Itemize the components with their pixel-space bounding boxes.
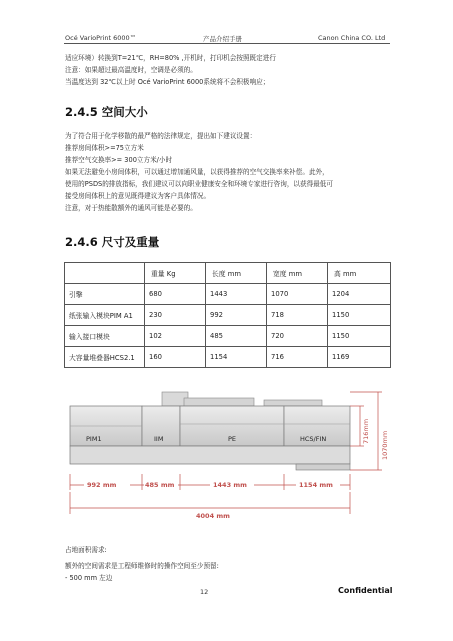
table-header-row	[65, 263, 391, 284]
table-header-cell: 长度 mm	[206, 263, 267, 284]
dim-length-iim: 485 mm	[145, 481, 175, 489]
floor-line-1: 额外的空间需求是工程师维修时的操作空间至少预留:	[65, 562, 219, 570]
page-number: 12	[200, 588, 209, 596]
stacker-top	[264, 400, 322, 406]
space-line-4: 如果无法避免小房间体积，可以通过增加通风量，以获得推荐的空气交换率来补偿。此外，	[65, 168, 329, 176]
machine-layout-diagram	[64, 388, 392, 538]
module-weight: 160	[145, 347, 206, 368]
module-height: 1169	[328, 347, 391, 368]
machine-base	[70, 446, 350, 464]
module-label-hcs: HCS/FIN	[300, 435, 327, 443]
header-company: Canon China CO. Ltd	[318, 34, 386, 42]
confidential-label: Confidential	[338, 586, 393, 595]
module-height: 1150	[328, 326, 391, 347]
space-line-6: 接受房间体积上的意见既得建议为客户具体情况。	[65, 192, 211, 200]
module-name: 输入接口模块	[65, 326, 145, 347]
module-length: 992	[206, 305, 267, 326]
space-line-2: 推荐房间体积>=75立方米	[65, 144, 144, 152]
table-header-cell: 高 mm	[328, 263, 391, 284]
section-heading-space: 2.4.5 空间大小	[65, 105, 148, 119]
table-header-cell	[65, 263, 145, 284]
floor-line-2: - 500 mm 左边	[65, 574, 113, 582]
module-width: 716	[267, 347, 328, 368]
section-heading-dimensions: 2.4.6 尺寸及重量	[65, 235, 160, 249]
dimensions-table	[64, 262, 391, 368]
module-width: 720	[267, 326, 328, 347]
dim-length-pim: 992 mm	[87, 481, 117, 489]
space-line-7: 注意，对于热能散额外的通风可能是必要的。	[65, 204, 197, 212]
header-rule	[64, 43, 390, 44]
space-line-3: 推荐空气交换率>= 300立方米/小时	[65, 156, 173, 164]
space-line-1: 为了符合用于化学移散的最严格的法律规定，提出如下建议设置：	[65, 132, 257, 140]
dim-total-length: 4004 mm	[196, 512, 230, 520]
module-height: 1204	[328, 284, 391, 305]
module-width: 1070	[267, 284, 328, 305]
header-product-name: Océ VarioPrint 6000™	[65, 34, 137, 42]
header-doc-title: 产品介绍手册	[203, 35, 242, 43]
module-weight: 230	[145, 305, 206, 326]
stacker-foot	[296, 464, 350, 470]
table-row	[65, 284, 391, 305]
space-line-5: 使用的PSDS的排放指标，我们建议可以向职业健康安全和环境专家进行咨询，以获得最低可	[65, 180, 333, 188]
dim-width-716: 716mm	[362, 418, 370, 444]
module-length: 1154	[206, 347, 267, 368]
module-length: 485	[206, 326, 267, 347]
dim-length-engine: 1443 mm	[213, 481, 247, 489]
intro-line-2: 注意：如果超过最高温度时，空调是必须的。	[65, 66, 197, 74]
table-header-cell: 重量 Kg	[145, 263, 206, 284]
module-weight: 102	[145, 326, 206, 347]
dim-width-1070: 1070mm	[381, 430, 389, 460]
module-name: 大容量堆叠器HCS2.1	[65, 347, 145, 368]
module-label-iim: IIM	[154, 435, 164, 443]
module-name: 纸张输入模块PIM A1	[65, 305, 145, 326]
table-row	[65, 305, 391, 326]
module-label-pim: PIM1	[86, 435, 102, 443]
module-weight: 680	[145, 284, 206, 305]
table-row	[65, 347, 391, 368]
module-height: 1150	[328, 305, 391, 326]
table-row	[65, 326, 391, 347]
module-name: 引擎	[65, 284, 145, 305]
dim-length-stacker: 1154 mm	[299, 481, 333, 489]
module-width: 718	[267, 305, 328, 326]
engine-top	[184, 398, 254, 406]
module-label-pe: PE	[228, 435, 237, 443]
module-length: 1443	[206, 284, 267, 305]
intro-line-3: 当温度达到 32℃以上时 Océ VarioPrint 6000系统将不会积极响应；	[65, 78, 270, 86]
floor-title: 占地面积需求:	[65, 546, 107, 554]
table-header-cell: 宽度 mm	[267, 263, 328, 284]
intro-line-1: 适应环境）转换到T=21℃，RH=80% ,开机时，打印机会按照既定进行	[65, 54, 276, 62]
